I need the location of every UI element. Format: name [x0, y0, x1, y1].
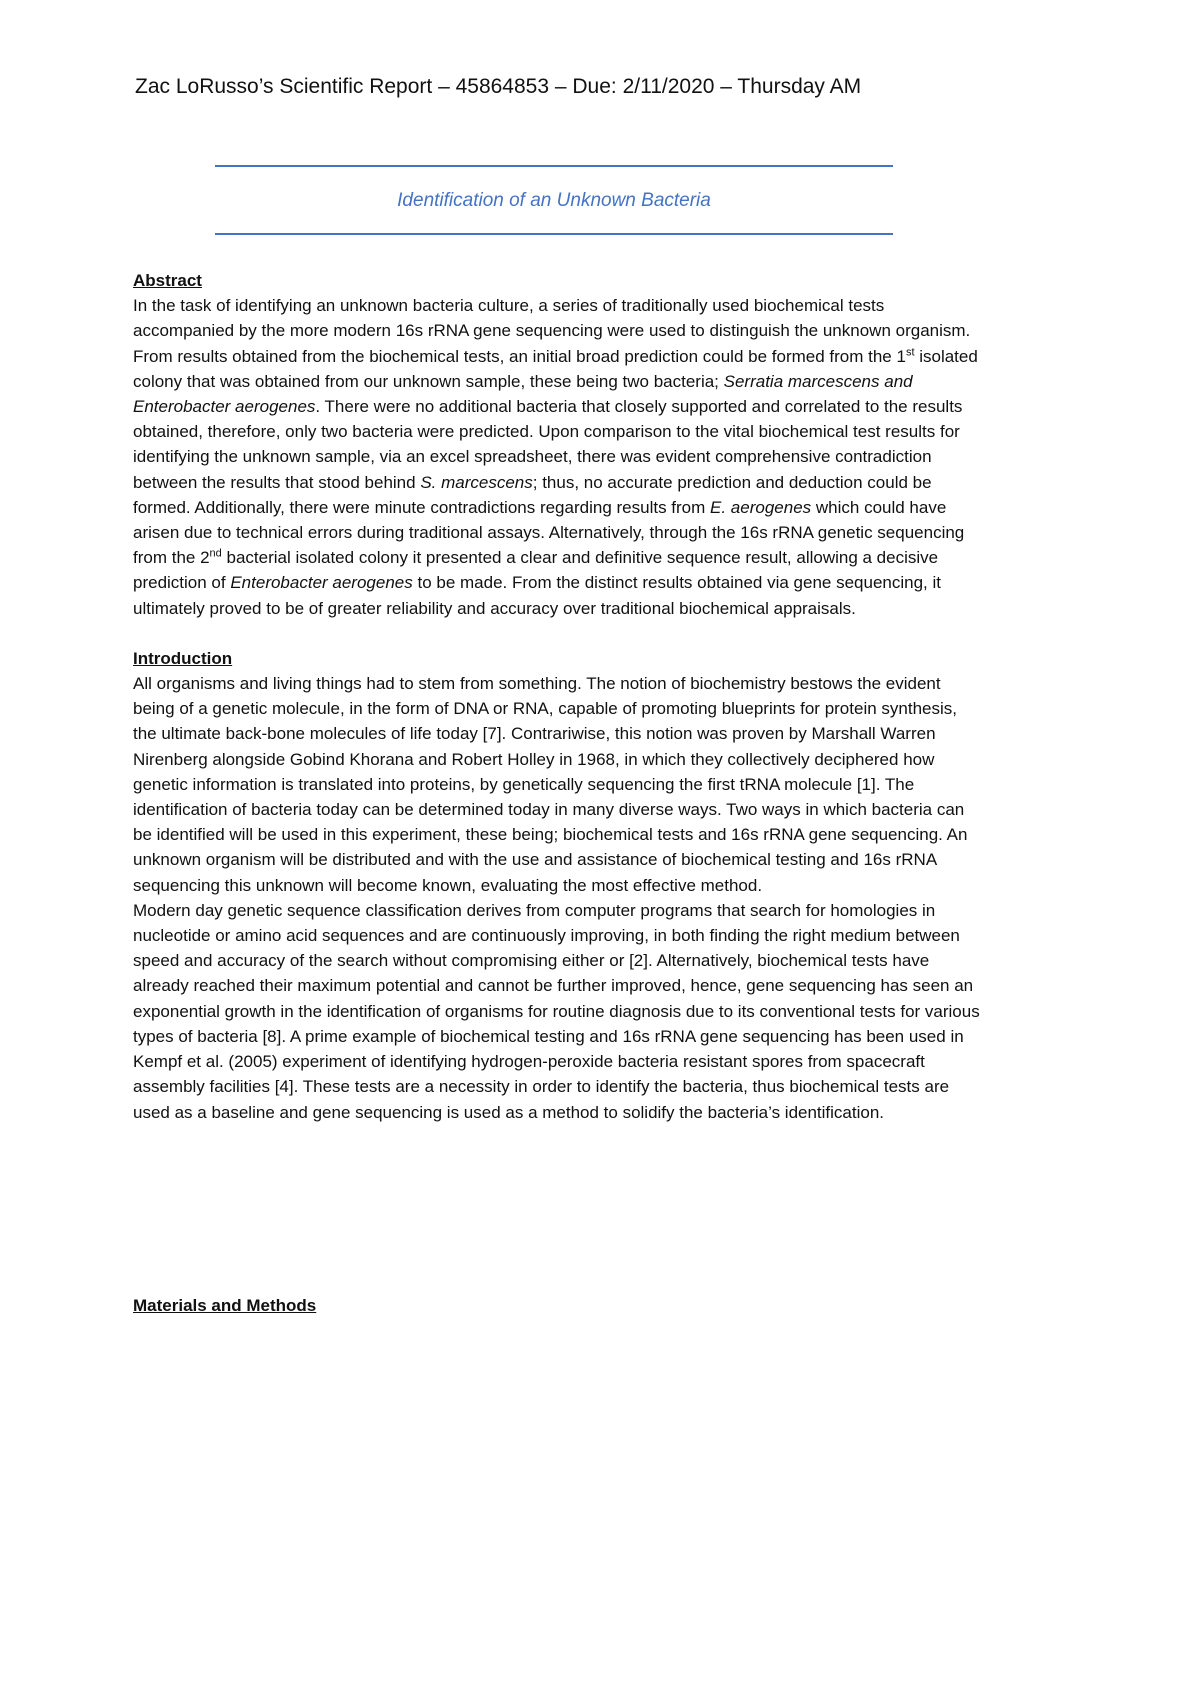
- abstract-italic-enterobacter: Enterobacter aerogenes: [230, 573, 413, 593]
- title-block: [215, 165, 893, 235]
- abstract-text-2: isolated colony that was obtained from our unknown sample, these being two bacteria;: [133, 346, 978, 391]
- report-body: [133, 268, 983, 1318]
- abstract-italic-e-aerogenes: E. aerogenes: [710, 497, 812, 517]
- report-title: Identification of an Unknown Bacteria: [397, 190, 711, 211]
- section-spacer-large: [133, 1125, 983, 1293]
- abstract-italic-species: Serratia marcescens and Enterobacter aerogenes: [133, 371, 913, 417]
- introduction-paragraph-2: Modern day genetic sequence classification derives from computer programs that search for homologies in nucleotide or amino acid sequences and are continuously improving, in both finding the right medium between speed and accuracy of the search without compromising either or [2]. Alternatively, biochemical tests have already reached their maximum potential and cannot be further improved, hence, gene sequencing has seen an exponential growth in the identification of organisms for routine diagnosis due to its conventional tests for various types of bacteria [8]. A prime example of biochemical testing and 16s rRNA gene sequencing has been used in Kempf et al. (2005) experiment of identifying hydrogen-peroxide bacteria resistant spores from spacecraft assembly facilities [4]. These tests are a necessity in order to identify the bacteria, thus biochemical tests are used as a baseline and gene sequencing is used as a method to solidify the bacteria’s identification.: [133, 900, 980, 1122]
- abstract-text-7: to be made. From the distinct results obtained via gene sequencing, it ultimately proved to be of greater reliability and accuracy over traditional biochemical appraisals.: [133, 573, 941, 618]
- abstract-text-3: . There were no additional bacteria that closely supported and correlated to the results obtained, therefore, only two bacteria were predicted. Upon comparison to the vital biochemical test results for identifying the unknown sample, via an excel spreadsheet, there was evident comprehensive contradiction between the results that stood behind: [133, 397, 963, 492]
- materials-methods-heading: Materials and Methods: [133, 1295, 317, 1315]
- abstract-text-5: which could have arisen due to technical errors during traditional assays. Alternatively, through the 16s rRNA genetic sequencing from the 2: [133, 497, 965, 568]
- introduction-paragraph-1: All organisms and living things had to stem from something. The notion of biochemistry bestows the evident being of a genetic molecule, in the form of DNA or RNA, capable of promoting blueprints for protein synthesis, the ultimate back-bone molecules of life today [7]. Contrariwise, this notion was proven by Marshall Warren Nirenberg alongside Gobind Khorana and Robert Holley in 1968, in which they collectively deciphered how genetic information is translated into proteins, by genetically sequencing the first tRNA molecule [1]. The identification of bacteria today can be determined today in many diverse ways. Two ways in which bacteria can be identified will be used in this experiment, these being; biochemical tests and 16s rRNA gene sequencing. An unknown organism will be distributed and with the use and assistance of biochemical testing and 16s rRNA sequencing this unknown will become known, evaluating the most effective method.: [133, 674, 968, 895]
- abstract-heading: Abstract: [133, 271, 202, 290]
- introduction-heading: Introduction: [133, 648, 233, 668]
- report-header: Zac LoRusso’s Scientific Report – 45864853 – Due: 2/11/2020 – Thursday AM: [135, 75, 862, 98]
- section-spacer: [133, 621, 983, 646]
- abstract-italic-s-marcescens: S. marcescens: [420, 472, 533, 492]
- abstract-text-6: bacterial isolated colony it presented a clear and definitive sequence result, allowing a decisive prediction of: [133, 548, 939, 593]
- abstract-paragraph: [133, 293, 983, 621]
- abstract-sup-2: nd: [209, 547, 222, 560]
- abstract-text-4: ; thus, no accurate prediction and deduction could be formed. Additionally, there were minute contradictions regarding results from: [133, 472, 932, 517]
- abstract-text-1: In the task of identifying an unknown bacteria culture, a series of traditionally used biochemical tests accompanied by the more modern 16s rRNA gene sequencing were used to distinguish the unknown organism. From results obtained from the biochemical tests, an initial broad prediction could be formed from the 1: [133, 296, 971, 366]
- title-bottom-rule: [215, 233, 893, 235]
- abstract-sup-1: st: [905, 345, 915, 358]
